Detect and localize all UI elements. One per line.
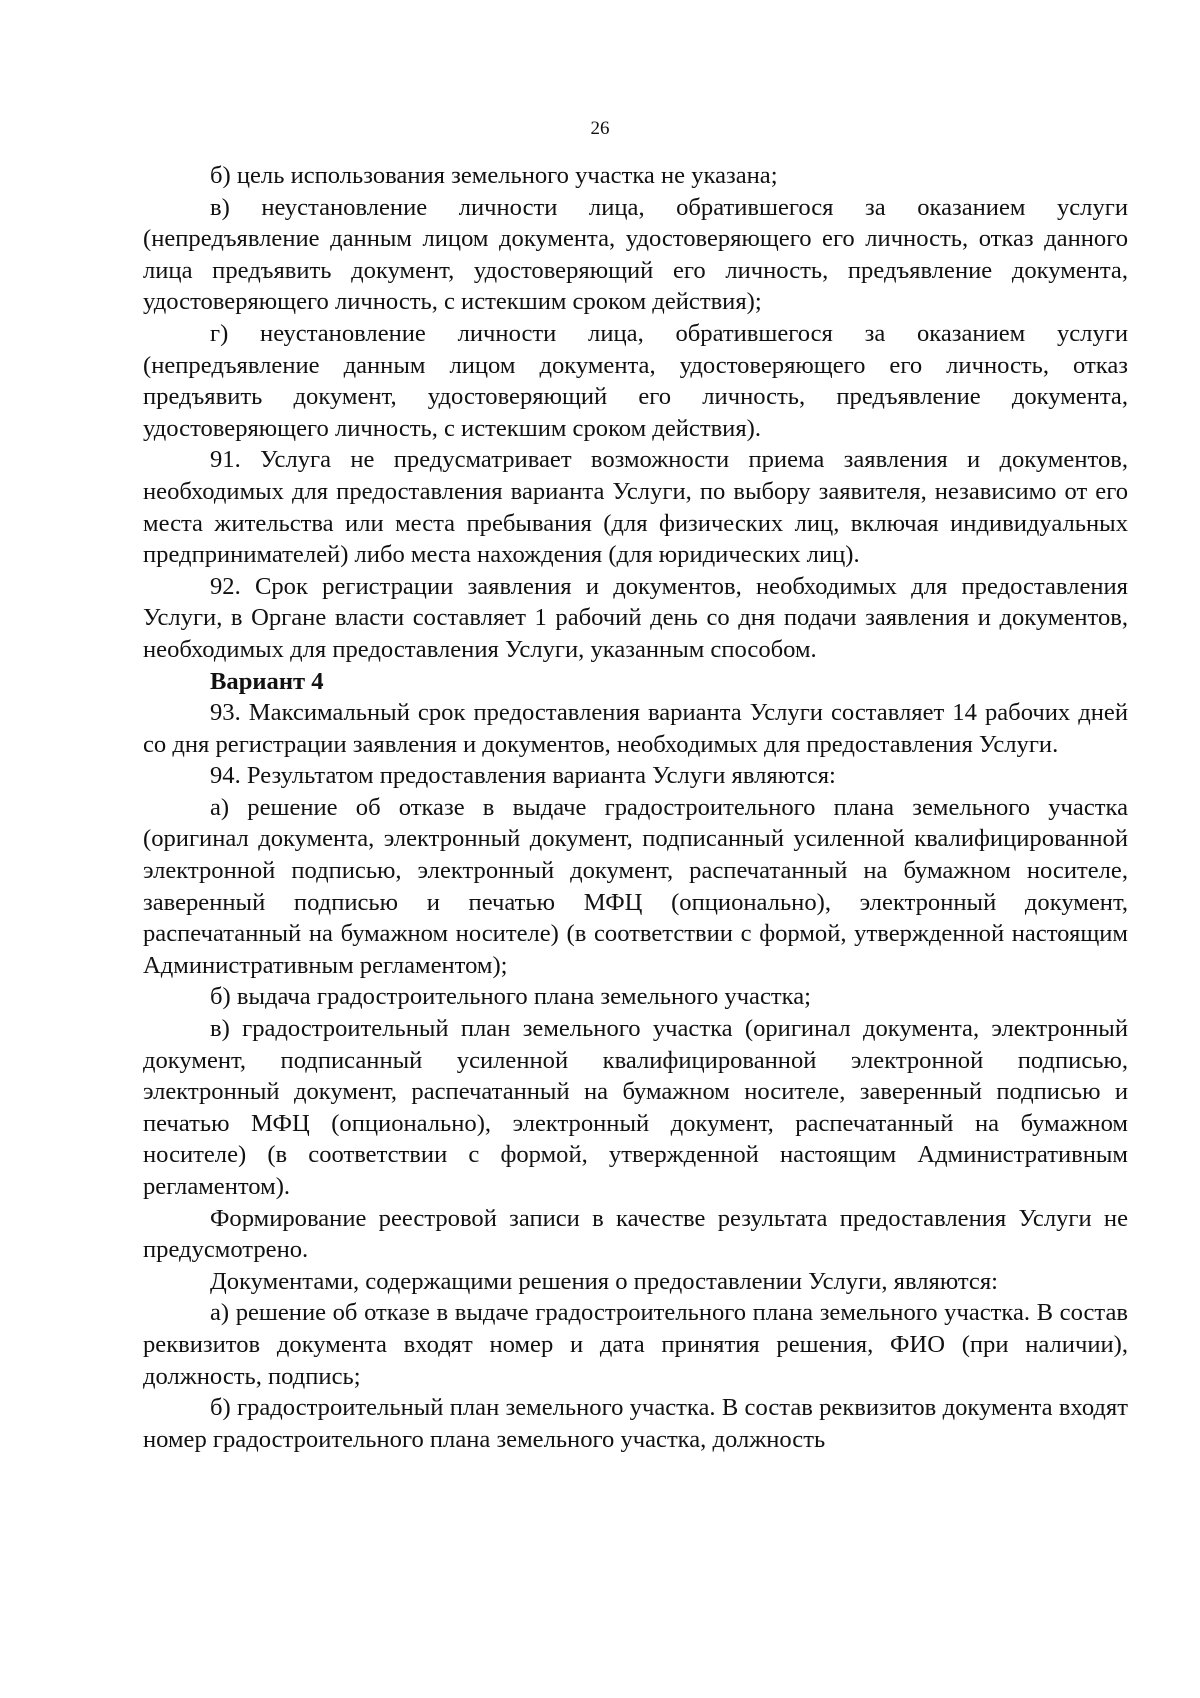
paragraph-91: 91. Услуга не предусматривает возможности приема заявления и документов, необходимых для предоставления варианта Услуги, по выбору заявителя, независимо от его места жительства или места пребывания (для физических лиц, включая индивидуальных предпринимателей) либо места нахождения (для юридических лиц). [143,446,1128,569]
document-body [143,160,1128,1455]
paragraph-decision-documents: Документами, содержащими решения о предоставлении Услуги, являются: [210,1267,998,1295]
paragraph-93: 93. Максимальный срок предоставления варианта Услуги составляет 14 рабочих дней со дня регистрации заявления и документов, необходимых для предоставления Услуги. [143,699,1128,758]
section-title: Вариант 4 [210,667,324,695]
paragraph-v-identity: в) неустановление личности лица, обратившегося за оказанием услуги (непредъявление данным лицом документа, удостоверяющего его личность, отказ данного лица предъявить документ, удостоверяющий его личность, предъявление документа, удостоверяющего личность, с истекшим сроком действия); [143,193,1128,316]
paragraph-decision-b: б) градостроительный план земельного участка. В состав реквизитов документа входят номер градостроительного плана земельного участка, должность [143,1394,1128,1453]
page-number: 26 [590,118,610,139]
paragraph-94-b: б) выдача градостроительного плана земельного участка; [210,983,811,1011]
paragraph-registry-record: Формирование реестровой записи в качестве результата предоставления Услуги не предусмотрено. [143,1204,1128,1264]
paragraph-92: 92. Срок регистрации заявления и документов, необходимых для предоставления Услуги, в Органе власти составляет 1 рабочий день со дня подачи заявления и документов, необходимых для предоставления Услуги, указанным способом. [143,572,1128,663]
paragraph-94-v: в) градостроительный план земельного участка (оригинал документа, электронный документ, подписанный усиленной квалифицированной электронной подписью, электронный документ, распечатанный на бумажном носителе, заверенный подписью и печатью МФЦ (опционально), электронный документ, распечатанный на бумажном носителе) (в соответствии с формой, утвержденной настоящим Административным регламентом). [143,1015,1128,1200]
paragraph-b-purpose: б) цель использования земельного участка не указана; [210,162,778,189]
paragraph-g-identity: г) неустановление личности лица, обратившегося за оказанием услуги (непредъявление данным лицом документа, удостоверяющего его личность, отказ предъявить документ, удостоверяющий его личность, предъявление документа, удостоверяющего личность, с истекшим сроком действия). [143,319,1128,442]
paragraph-94: 94. Результатом предоставления варианта Услуги являются: [210,762,836,790]
paragraph-94-a: а) решение об отказе в выдаче градостроительного плана земельного участка (оригинал документа, электронный документ, подписанный усиленной квалифицированной электронной подписью, электронный документ, распечатанный на бумажном носителе, заверенный подписью и печатью МФЦ (опционально), электронный документ, распечатанный на бумажном носителе) (в соответствии с формой, утвержденной настоящим Административным регламентом); [143,793,1128,979]
paragraph-decision-a: а) решение об отказе в выдаче градостроительного плана земельного участка. В состав реквизитов документа входят номер и дата принятия решения, ФИО (при наличии), должность, подпись; [143,1299,1128,1390]
